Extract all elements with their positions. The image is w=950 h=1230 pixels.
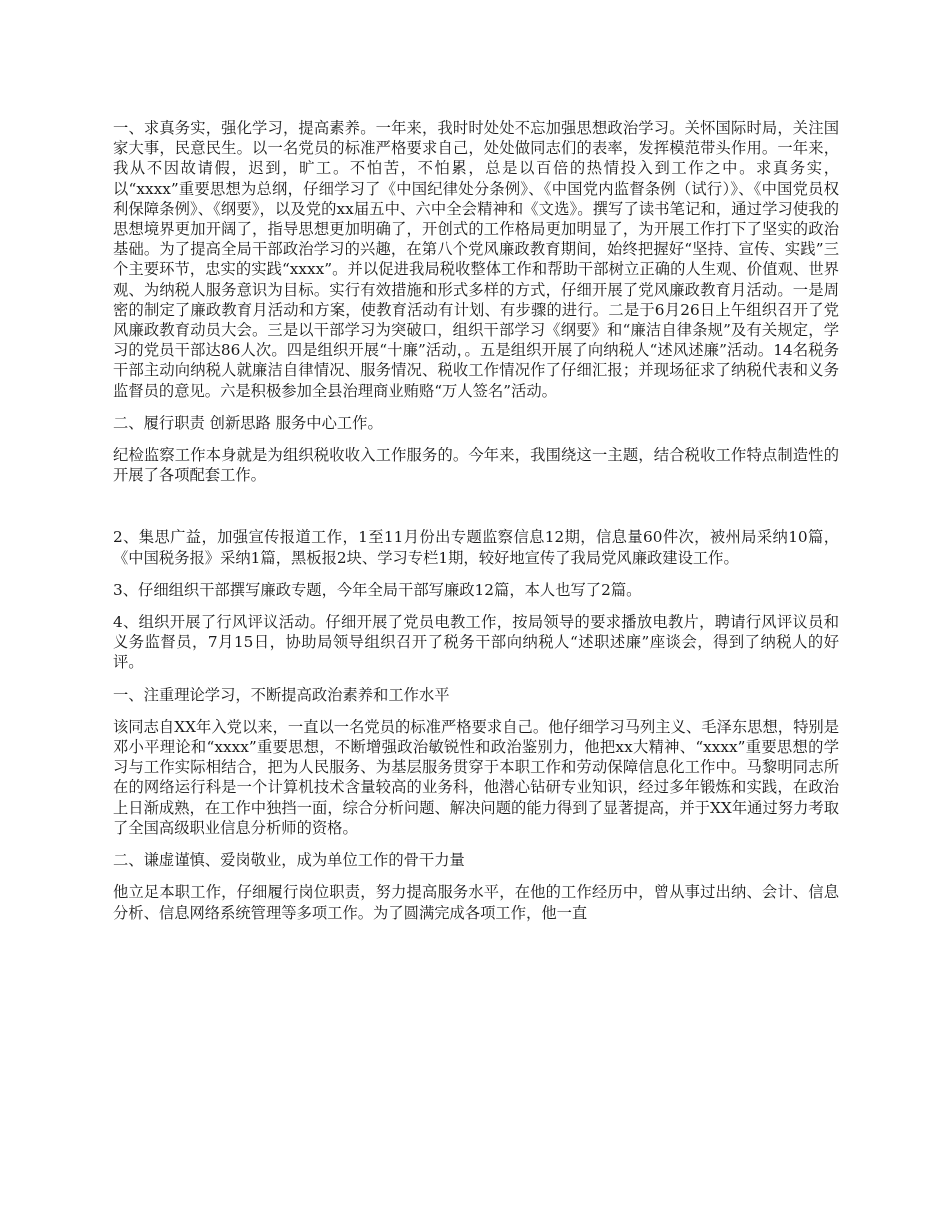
section-heading-dedication: 二、谦虚谨慎、爱岗敬业，成为单位工作的骨干力量 <box>113 851 465 870</box>
paragraph-item-4: 4、组织开展了行风评议活动。仔细开展了党员电教工作，按局领导的要求播放电教片，聘请行风评议员和义务监督员，7月15日，协助局领导组织召开了税务干部向纳税人“述职述廉”座谈会，得到了纳税人的好评。 <box>113 613 839 672</box>
section-heading-duties: 二、履行职责 创新思路 服务中心工作。 <box>113 413 383 432</box>
paragraph-dedication: 他立足本职工作，仔细履行岗位职责，努力提高服务水平，在他的工作经历中，曾从事过出纳、会计、信息分析、信息网络系统管理等多项工作。为了圆满完成各项工作，他一直 <box>113 883 839 922</box>
paragraph-item-3: 3、仔细组织干部撰写廉政专题，今年全局干部写廉政12篇，本人也写了2篇。 <box>113 580 642 599</box>
paragraph-study: 一、求真务实，强化学习，提高素养。一年来，我时时处处不忘加强思想政治学习。关怀国际时局，关注国家大事，民意民生。以一名党员的标准严格要求自己，处处做同志们的表率，发挥模范带头作用。一年来，我从不因故请假，迟到，旷工。不怕苦，不怕累，总是以百倍的热情投入到工作之中。求真务实，以“xxxx”重要思想为总纲，仔细学习了《中国纪律处分条例》、《中国党内监督条例（试行）》、《中国党员权利保障条例》、《纲要》，以及党的xx届五中、六中全会精神和《文选》。撰写了读书笔记和，通过学习使我的思想境界更加开阔了，指导思想更加明确了，开创式的工作格局更加明显了，为开展工作打下了坚实的政治基础。为了提高全局干部政治学习的兴趣，在第八个党风廉政教育期间，始终把握好“坚持、宣传、实践”三个主要环节，忠实的实践“xxxx”。并以促进我局税收整体工作和帮助干部树立正确的人生观、价值观、世界观、为纳税人服务意识为目标。实行有效措施和形式多样的方式，仔细开展了党风廉政教育月活动。一是周密的制定了廉政教育月活动和方案，使教育活动有计划、有步骤的进行。二是于6月26日上午组织召开了党风廉政教育动员大会。三是以干部学习为突破口，组织干部学习《纲要》和“廉洁自律条规”及有关规定，学习的党员干部达86人次。四是组织开展“十廉”活动，。五是组织开展了向纳税人“述风述廉”活动。14名税务干部主动向纳税人就廉洁自律情况、服务情况、税收工作情况作了仔细汇报；并现场征求了纳税代表和义务监督员的意见。六是积极参加全县治理商业贿赂“万人签名”活动。 <box>113 119 839 400</box>
paragraph-supervision: 纪检监察工作本身就是为组织税收收入工作服务的。今年来，我围绕这一主题，结合税收工作特点制造性的开展了各项配套工作。 <box>113 446 839 485</box>
section-heading-theory: 一、注重理论学习，不断提高政治素养和工作水平 <box>113 685 450 704</box>
paragraph-theory: 该同志自XX年入党以来，一直以一名党员的标准严格要求自己。他仔细学习马列主义、毛泽东思想，特别是邓小平理论和“xxxx”重要思想，不断增强政治敏锐性和政治鉴别力，他把xx大精神、“xxxx”重要思想的学习与工作实际相结合，把为人民服务、为基层服务贯穿于本职工作和劳动保障信息化工作中。马黎明同志所在的网络运行科是一个计算机技术含量较高的业务科，他潜心钻研专业知识，经过多年锻炼和实践，在政治上日渐成熟，在工作中独挡一面，综合分析问题、解决问题的能力得到了显著提高，并于XX年通过努力考取了全国高级职业信息分析师的资格。 <box>113 717 839 837</box>
document-page <box>113 118 839 935</box>
paragraph-item-2: 2、集思广益，加强宣传报道工作，1至11月份出专题监察信息12期，信息量60件次，被州局采纳10篇，《中国税务报》采纳1篇，黑板报2块、学习专栏1期，较好地宣传了我局党风廉政建设工作。 <box>113 528 839 567</box>
